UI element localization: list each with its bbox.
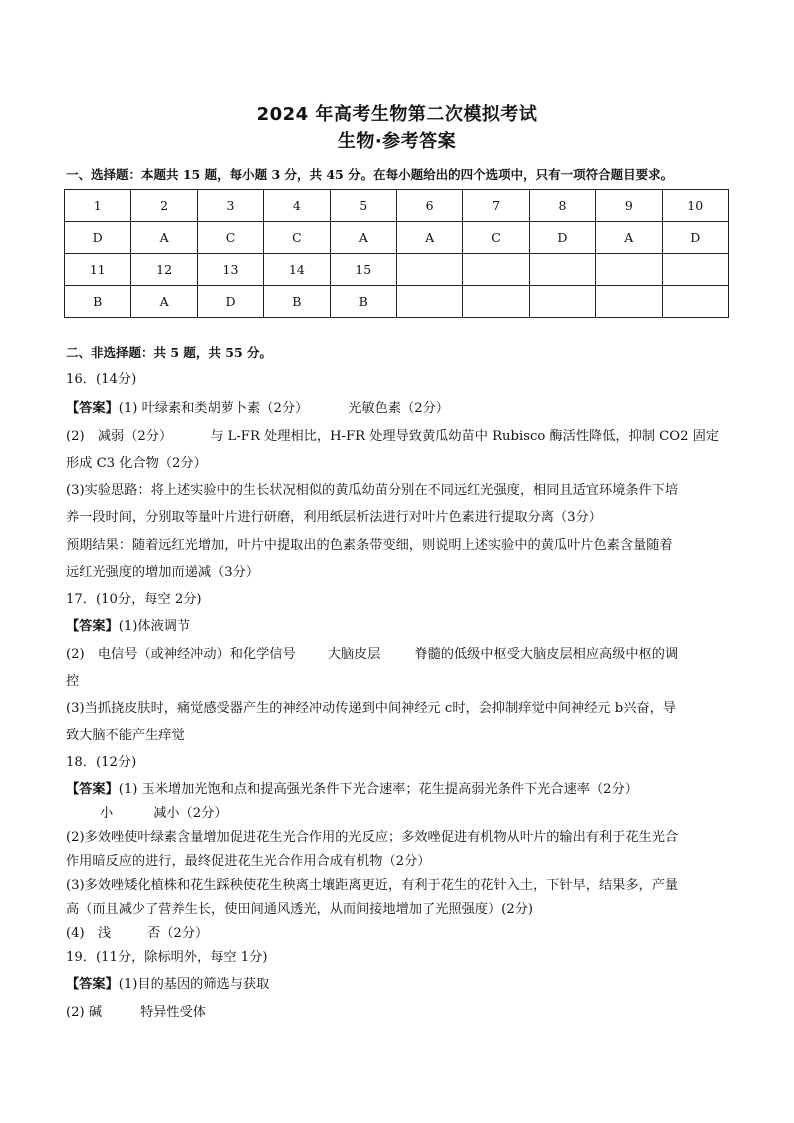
answer-table-row xyxy=(65,222,729,254)
q16-line7: 远红光强度的增加而递减（3分） xyxy=(66,565,260,580)
answer-table-cell: 11 xyxy=(65,254,131,286)
answer-table-cell: C xyxy=(264,222,330,254)
q16-header: 16．(14分) xyxy=(66,372,137,387)
answer-table-cell: D xyxy=(529,222,595,254)
answer-table-cell: 12 xyxy=(131,254,197,286)
answer-table-cell: 8 xyxy=(529,190,595,222)
answer-table-cell: A xyxy=(396,222,462,254)
section2-heading: 二、非选择题：共 5 题，共 55 分。 xyxy=(66,345,273,360)
answer-table-cell: 4 xyxy=(264,190,330,222)
answer-label: 【答案】 xyxy=(66,977,119,992)
q18-line5: (3)多效唑矮化植株和花生踩秧使花生秧离土壤距离更近，有利于花生的花针入土，下针早，结果多，产量 xyxy=(66,878,679,893)
answer-table-cell: 2 xyxy=(131,190,197,222)
answer-table-cell xyxy=(596,254,662,286)
q17-line3: 控 xyxy=(66,674,80,689)
answer-table-cell xyxy=(662,254,728,286)
answer-table-cell xyxy=(463,254,529,286)
answer-table-row xyxy=(65,190,729,222)
answer-table-cell xyxy=(529,254,595,286)
answer-table-cell: C xyxy=(463,222,529,254)
q18-line6: 高（而且减少了营养生长，使田间通风透光，从而间接地增加了光照强度）(2分) xyxy=(66,902,534,917)
answer-table-cell: 15 xyxy=(330,254,396,286)
q16-line5: 养一段时间，分别取等量叶片进行研磨，利用纸层析法进行对叶片色素进行提取分离（3分） xyxy=(66,510,602,525)
q19-line2: (2) 碱 特异性受体 xyxy=(66,1005,206,1020)
answer-table-cell: C xyxy=(197,222,263,254)
answer-table-cell: 9 xyxy=(596,190,662,222)
q17-line1: 【答案】(1)体液调节 xyxy=(66,619,191,634)
answer-table-cell xyxy=(396,286,462,318)
answer-table-cell xyxy=(662,286,728,318)
answer-table-cell: B xyxy=(330,286,396,318)
answer-table-cell: 6 xyxy=(396,190,462,222)
answer-table-cell: D xyxy=(197,286,263,318)
answer-table-row xyxy=(65,254,729,286)
answer-table-cell xyxy=(396,254,462,286)
answer-label: 【答案】 xyxy=(66,619,119,634)
q16-line1: 【答案】(1) 叶绿素和类胡萝卜素（2分） 光敏色素（2分） xyxy=(66,401,449,416)
answer-table-cell: A xyxy=(596,222,662,254)
answer-table-cell: A xyxy=(131,286,197,318)
answer-table-cell: 7 xyxy=(463,190,529,222)
answer-table-cell: 5 xyxy=(330,190,396,222)
q17-header: 17．(10分，每空 2分) xyxy=(66,592,202,607)
answer-table xyxy=(64,189,729,318)
q18-line1: 【答案】(1) 玉米增加光饱和点和提高强光条件下光合速率；花生提高弱光条件下光合速率（2分） xyxy=(66,782,638,797)
q19-header: 19．(11分，除标明外，每空 1分) xyxy=(66,950,268,965)
page-subtitle: 生物·参考答案 xyxy=(337,131,457,152)
answer-table-cell: 14 xyxy=(264,254,330,286)
answer-table-cell: B xyxy=(264,286,330,318)
section1-heading: 一、选择题：本题共 15 题，每小题 3 分，共 45 分。在每小题给出的四个选项中，只有一项符合题目要求。 xyxy=(66,167,674,182)
answer-label: 【答案】 xyxy=(66,782,119,797)
q16-line2: (2) 减弱（2分） 与 L-FR 处理相比，H-FR 处理导致黄瓜幼苗中 Rubisco 酶活性降低，抑制 CO2 固定 xyxy=(66,429,720,444)
page-title: 2024 年高考生物第二次模拟考试 xyxy=(256,104,538,125)
q17-line2: (2) 电信号（或神经冲动）和化学信号 大脑皮层 脊髓的低级中枢受大脑皮层相应高级中枢的调 xyxy=(66,647,679,662)
answer-table-cell xyxy=(529,286,595,318)
answer-table-cell: D xyxy=(662,222,728,254)
q18-line4: 作用暗反应的进行，最终促进花生光合作用合成有机物（2分） xyxy=(66,854,431,869)
q16-line3: 形成 C3 化合物（2分） xyxy=(66,456,207,471)
answer-table-cell xyxy=(463,286,529,318)
answer-label: 【答案】 xyxy=(66,401,119,416)
answer-table-cell: D xyxy=(65,222,131,254)
q17-line5: 致大脑不能产生痒觉 xyxy=(66,728,185,743)
answer-table-cell: A xyxy=(131,222,197,254)
q16-line6: 预期结果：随着远红光增加，叶片中提取出的色素条带变细，则说明上述实验中的黄瓜叶片色素含量随着 xyxy=(66,538,673,553)
answer-table-cell: 10 xyxy=(662,190,728,222)
q16-line4: (3)实验思路：将上述实验中的生长状况相似的黄瓜幼苗分别在不同远红光强度，相同且适宜环境条件下培 xyxy=(66,483,679,498)
q18-line7: (4) 浅 否（2分） xyxy=(66,926,209,941)
q18-header: 18．(12分) xyxy=(66,755,137,770)
answer-table-row xyxy=(65,286,729,318)
answer-table-cell: 3 xyxy=(197,190,263,222)
answer-table-cell xyxy=(596,286,662,318)
answer-table-cell: A xyxy=(330,222,396,254)
answer-table-cell: B xyxy=(65,286,131,318)
q18-line3: (2)多效唑使叶绿素含量增加促进花生光合作用的光反应；多效唑促进有机物从叶片的输出有利于花生光合 xyxy=(66,830,679,845)
q17-line4: (3)当抓挠皮肤时，痛觉感受器产生的神经冲动传递到中间神经元 c时，会抑制痒觉中间神经元 b兴奋，导 xyxy=(66,701,676,716)
q19-line1: 【答案】(1)目的基因的筛选与获取 xyxy=(66,977,270,992)
q18-line2: 小 减小（2分） xyxy=(100,806,228,821)
answer-table-cell: 13 xyxy=(197,254,263,286)
answer-table-cell: 1 xyxy=(65,190,131,222)
